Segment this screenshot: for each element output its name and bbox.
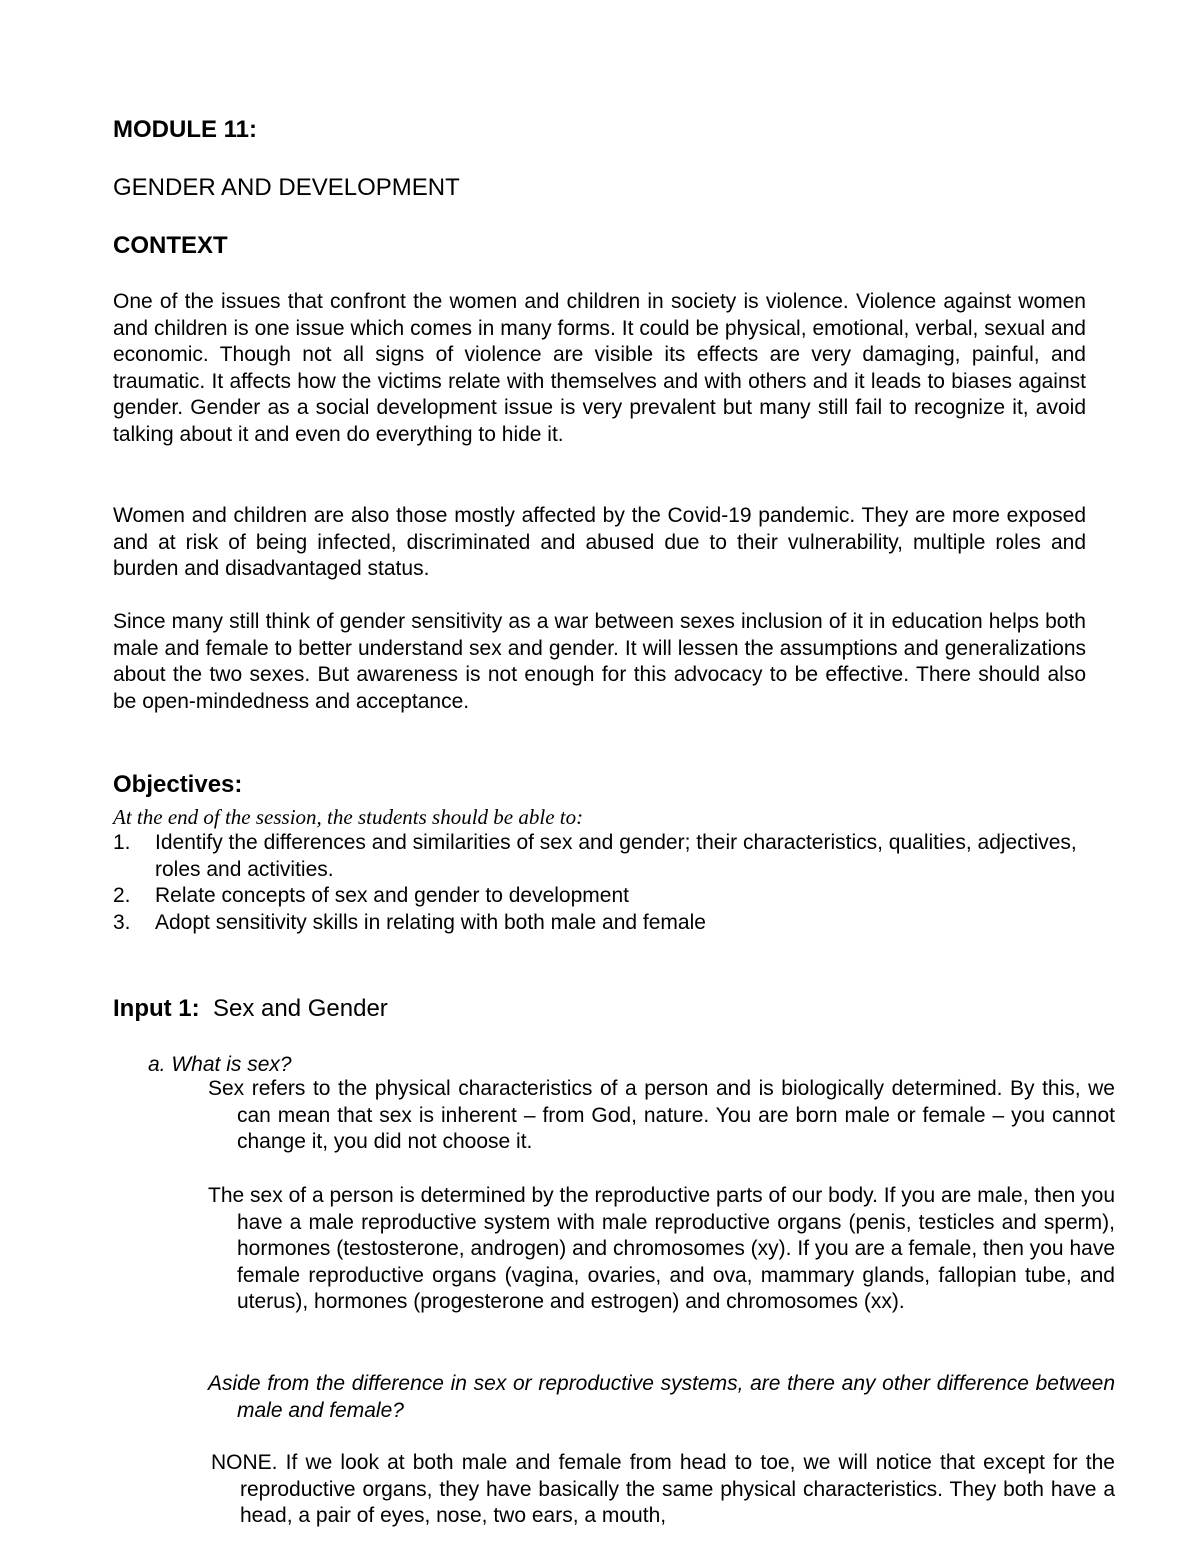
question-what-is-sex: a. What is sex?: [148, 1053, 292, 1076]
objectives-heading: Objectives:: [113, 771, 243, 798]
objective-text: Identify the differences and similarities of sex and gender; their characteristics, qualities, adjectives, roles and activities.: [155, 831, 1077, 881]
sex-determination-paragraph: The sex of a person is determined by the reproductive parts of our body. If you are male, then you have a male reproductive system with male reproductive organs (penis, testicles and sperm), hormones (testosterone, androgen) and chromosomes (xy). If you are a female, then you have female reproductive organs (vagina, ovaries, and ova, mammary glands, fallopian tube, and uterus), hormones (progesterone and estrogen) and chromosomes (xx).: [208, 1184, 1115, 1314]
module-subtitle: GENDER AND DEVELOPMENT: [113, 174, 460, 201]
objective-item: [113, 883, 1086, 910]
input-title: Sex and Gender: [213, 995, 388, 1022]
context-heading: CONTEXT: [113, 232, 228, 259]
none-answer-paragraph: NONE. If we look at both male and female from head to toe, we will notice that except for the reproductive organs, they have basically the same physical characteristics. They both have a head, a pair of eyes, nose, two ears, a mouth,: [211, 1451, 1115, 1528]
objective-item: [113, 910, 1086, 937]
objectives-intro: At the end of the session, the students should be able to:: [113, 805, 584, 829]
objective-number: 3.: [113, 910, 131, 934]
input-heading: [113, 995, 388, 1023]
context-paragraph-2: Women and children are also those mostly affected by the Covid-19 pandemic. They are more exposed and at risk of being infected, discriminated and abused due to their vulnerability, multiple roles and burden and disadvantaged status.: [113, 504, 1086, 581]
input-label: Input 1:: [113, 995, 200, 1022]
objective-item: [113, 830, 1086, 883]
objective-number: 1.: [113, 831, 131, 854]
objective-number: 2.: [113, 884, 131, 908]
context-paragraph-3: Since many still think of gender sensitivity as a war between sexes inclusion of it in education helps both male and female to better understand sex and gender. It will lessen the assumptions and generalizations about the two sexes. But awareness is not enough for this advocacy to be effective. There should also be open-mindedness and acceptance.: [113, 610, 1086, 713]
objectives-list: [113, 830, 1086, 936]
sex-definition-paragraph: Sex refers to the physical characteristics of a person and is biologically determined. By this, we can mean that sex is inherent – from God, nature. You are born male or female – you cannot change it, you did not choose it.: [208, 1077, 1115, 1154]
context-paragraph-1: One of the issues that confront the women and children in society is violence. Violence against women and children is one issue which comes in many forms. It could be physical, emotional, verbal, sexual and economic. Though not all signs of violence are visible its effects are very damaging, painful, and traumatic. It affects how the victims relate with themselves and with others and it leads to biases against gender. Gender as a social development issue is very prevalent but many still fail to recognize it, avoid talking about it and even do everything to hide it.: [113, 290, 1086, 446]
objective-text: Relate concepts of sex and gender to development: [155, 884, 629, 908]
difference-question: Aside from the difference in sex or reproductive systems, are there any other difference between male and female?: [208, 1372, 1115, 1422]
objective-text: Adopt sensitivity skills in relating with both male and female: [155, 910, 706, 934]
module-title: MODULE 11:: [113, 116, 258, 143]
